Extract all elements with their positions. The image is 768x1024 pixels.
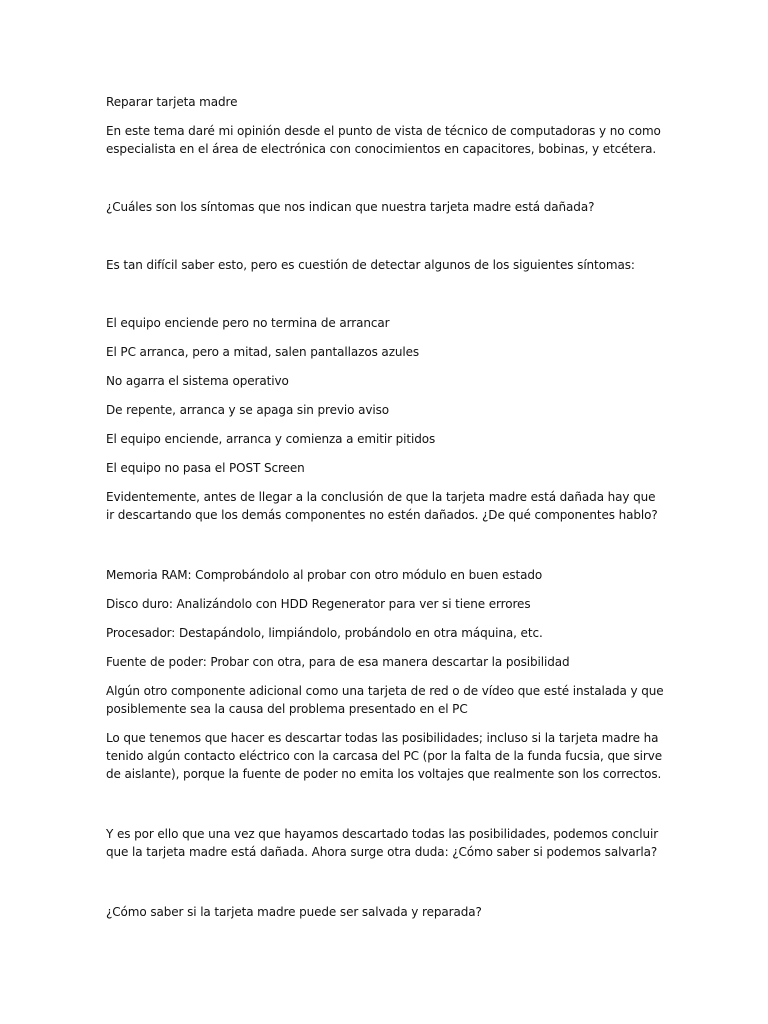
component-item: Memoria RAM: Comprobándolo al probar con otro módulo en buen estado <box>106 568 543 582</box>
component-item: Algún otro componente adicional como una tarjeta de red o de vídeo que esté instalada y que posiblemente sea la causa del problema presentado en el PC <box>106 684 664 716</box>
document-title: Reparar tarjeta madre <box>106 95 238 109</box>
paragraph-discard: Lo que tenemos que hacer es descartar todas las posibilidades; incluso si la tarjeta madre ha tenido algún contacto eléctrico con la carcasa del PC (por la falta de la funda fucsia, que sirve de aislante), porque la fuente de poder no emita los voltajes que realmente son los correctos. <box>106 731 662 781</box>
symptom-item: El equipo enciende, arranca y comienza a emitir pitidos <box>106 432 436 446</box>
symptom-item: El equipo enciende pero no termina de arrancar <box>106 316 390 330</box>
question-repair: ¿Cómo saber si la tarjeta madre puede ser salvada y reparada? <box>106 905 482 919</box>
paragraph-conclusion: Y es por ello que una vez que hayamos descartado todas las posibilidades, podemos concluir que la tarjeta madre está dañada. Ahora surge otra duda: ¿Cómo saber si podemos salvarla? <box>106 827 659 859</box>
symptom-item: El PC arranca, pero a mitad, salen pantallazos azules <box>106 345 420 359</box>
question-symptoms: ¿Cuáles son los síntomas que nos indican que nuestra tarjeta madre está dañada? <box>106 200 595 214</box>
component-item: Procesador: Destapándolo, limpiándolo, probándolo en otra máquina, etc. <box>106 626 543 640</box>
symptom-item: De repente, arranca y se apaga sin previo aviso <box>106 403 389 417</box>
paragraph-symptoms-intro: Es tan difícil saber esto, pero es cuestión de detectar algunos de los siguientes síntomas: <box>106 258 635 272</box>
paragraph-components: Evidentemente, antes de llegar a la conclusión de que la tarjeta madre está dañada hay que ir descartando que los demás componentes no estén dañados. ¿De qué componentes hablo? <box>106 490 658 522</box>
symptom-item: El equipo no pasa el POST Screen <box>106 461 305 475</box>
paragraph-intro: En este tema daré mi opinión desde el punto de vista de técnico de computadoras y no como especialista en el área de electrónica con conocimientos en capacitores, bobinas, y etcétera. <box>106 124 661 156</box>
component-item: Disco duro: Analizándolo con HDD Regenerator para ver si tiene errores <box>106 597 531 611</box>
component-item: Fuente de poder: Probar con otra, para de esa manera descartar la posibilidad <box>106 655 570 669</box>
symptom-item: No agarra el sistema operativo <box>106 374 289 388</box>
